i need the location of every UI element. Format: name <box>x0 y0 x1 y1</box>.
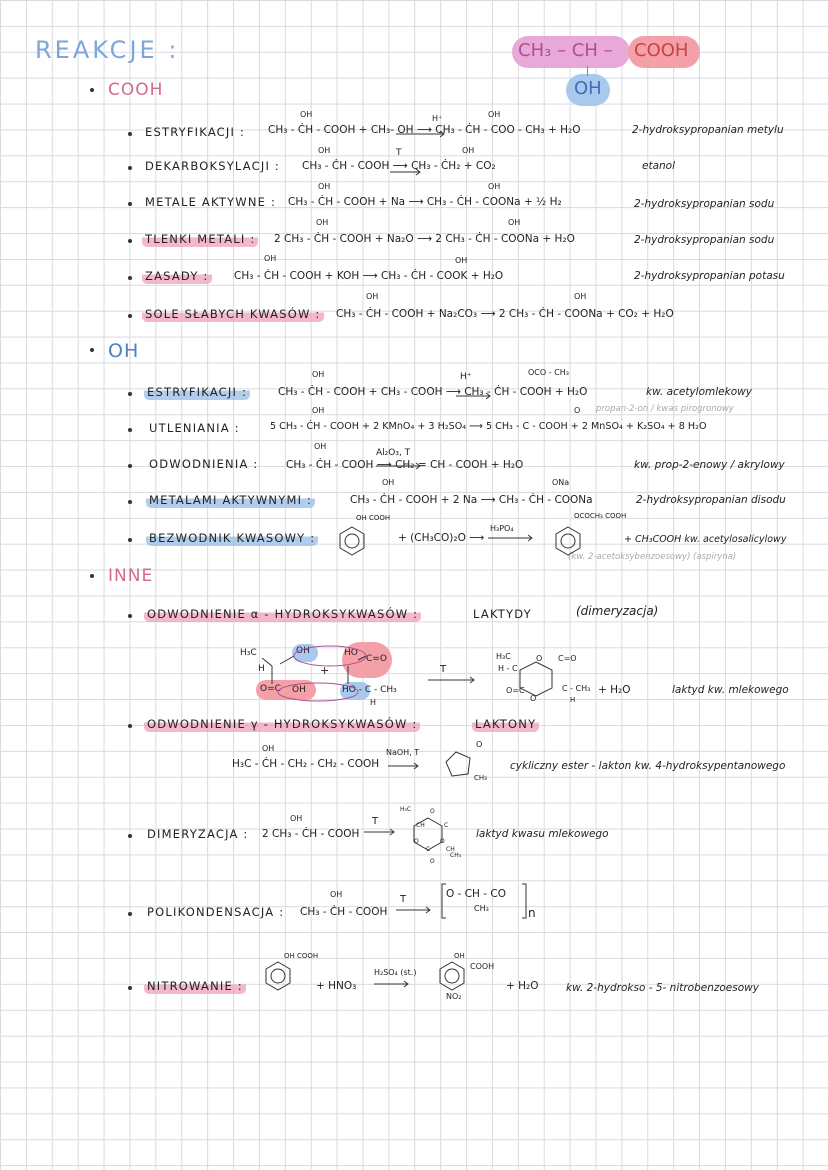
atom-label: CH₃ <box>450 852 462 859</box>
lactone-ring <box>446 752 470 776</box>
substituent: OH <box>508 218 521 227</box>
plus-sign: + <box>320 664 330 677</box>
reaction-label: DEKARBOKSYLACJI : <box>145 159 281 173</box>
reaction-equation: CH₃ - ĊH - COOH + CH₃ - COOH ⟶ CH₃ - ĊH - COOH + H₂O <box>278 386 588 398</box>
benzene-ring <box>440 962 464 990</box>
reaction-equation: CH₃ - ĊH - COOH ⟶ CH₃ - ĊH₂ + CO₂ <box>302 160 496 172</box>
atom-label: HO <box>344 648 358 658</box>
product-type: LAKTONY <box>472 716 539 732</box>
substituent: O <box>574 406 581 415</box>
bullet <box>128 986 132 990</box>
product-name: + CH₃COOH kw. acetylosalicylowy <box>624 534 787 545</box>
reaction-equation: CH₃ - ĊH - COOH ⟶ CH₂ = CH - COOH + H₂O <box>286 459 524 471</box>
atom-label: CH₃ <box>474 774 487 782</box>
reaction-equation: H₃C - ĊH - CH₂ - CH₂ - COOH <box>232 758 380 770</box>
product-type: LAKTYDY <box>473 607 532 621</box>
bullet <box>128 464 132 468</box>
substituent: OH <box>314 442 327 451</box>
reaction-condition: Al₂O₃, T <box>376 448 411 458</box>
product-name: kw. acetylomlekowy <box>646 386 752 398</box>
atom-label: C - CH₃ <box>562 684 591 693</box>
substituent: OH <box>318 146 331 155</box>
substituent: OH <box>312 370 325 379</box>
reaction-equation: 2 CH₃ - ĊH - COOH <box>262 828 360 840</box>
atom-label: O <box>536 654 543 663</box>
product-name: 2-hydroksypropanian potasu <box>634 270 785 282</box>
product-name: laktyd kwasu mlekowego <box>476 828 609 840</box>
reaction-condition: H₂SO₄ (st.) <box>374 968 417 977</box>
substituent: OH <box>264 254 277 263</box>
substituent: OH <box>488 182 501 191</box>
bullet <box>128 538 132 542</box>
atom-label: H - C <box>498 664 518 673</box>
benzene-ring <box>266 962 290 990</box>
substituent: OH COOH <box>356 514 391 522</box>
reaction-equation: CH₃ - ĊH - COOH + CH₃- OH ⟶ CH₃ - ĊH - COO - CH₃ + H₂O <box>268 124 581 136</box>
product-name: kw. prop-2-enowy / akrylowy <box>634 459 785 471</box>
atom-label: O <box>530 694 537 703</box>
bond-line <box>587 66 588 76</box>
bullet <box>128 166 132 170</box>
header-formula-cooh: COOH <box>634 40 689 61</box>
subscript-n: n <box>528 906 536 920</box>
product-name: laktyd kw. mlekowego <box>672 684 789 696</box>
atom-label: CH <box>446 846 455 853</box>
page-title: REAKCJE : <box>35 36 180 64</box>
substituent: OH <box>290 814 303 823</box>
substituent: OCO - CH₃ <box>528 368 569 377</box>
reaction-condition: H⁺ <box>432 114 443 123</box>
reaction-label: TLENKI METALI : <box>142 231 258 247</box>
section-title-oh: OH <box>108 340 140 362</box>
product-name: kw. 2-hydrokso - 5- nitrobenzoesowy <box>566 982 759 994</box>
reaction-equation: 2 CH₃ - ĊH - COOH + Na₂O ⟶ 2 CH₃ - ĊH - COONa + H₂O <box>274 233 575 245</box>
reaction-label: BEZWODNIK KWASOWY : <box>146 530 318 546</box>
benzene-ring <box>340 527 364 555</box>
reaction-label: ODWODNIENIE γ - HYDROKSYKWASÓW : <box>144 716 420 732</box>
substituent: OH COOH <box>284 952 319 960</box>
atom-label: OH <box>292 685 306 695</box>
reaction-equation: CH₃ - ĊH - COOH <box>300 906 388 918</box>
substituent: OH <box>462 146 475 155</box>
substituent: NO₂ <box>446 992 462 1001</box>
reagent: + HNO₃ <box>316 980 357 992</box>
bullet <box>90 88 94 92</box>
product-name: 2-hydroksypropanian metylu <box>632 124 784 136</box>
substituent: OH <box>312 406 325 415</box>
polymer-unit: O - CH - CO <box>446 888 507 900</box>
reaction-equation: + (CH₃CO)₂O ⟶ <box>398 532 485 544</box>
atom-label: H <box>258 664 265 674</box>
reaction-condition: H₃PO₄ <box>490 524 514 533</box>
atom-label: HO - C - CH₃ <box>342 685 397 695</box>
bullet <box>128 314 132 318</box>
note: (dimeryzacja) <box>576 604 659 618</box>
atom-label: H <box>570 696 576 704</box>
bullet <box>128 132 132 136</box>
bullet <box>128 276 132 280</box>
product-name: cykliczny ester - lakton kw. 4-hydroksypentanowego <box>510 760 786 772</box>
reaction-equation: 5 CH₃ - ĊH - COOH + 2 KMnO₄ + 3 H₂SO₄ ⟶ 5 CH₃ - C - COOH + 2 MnSO₄ + K₂SO₄ + 8 H₂O <box>270 421 707 432</box>
reaction-label: ESTRYFIKACJI : <box>145 125 246 139</box>
substituent: OH <box>488 110 501 119</box>
byproduct: + H₂O <box>506 980 539 992</box>
substituent: OH <box>455 256 468 265</box>
reaction-label: DIMERYZACJA : <box>147 827 249 841</box>
atom-label: O <box>430 808 435 815</box>
reaction-equation: CH₃ - ĊH - COOH + KOH ⟶ CH₃ - ĊH - COOK + H₂O <box>234 270 504 282</box>
reaction-equation: CH₃ - ĊH - COOH + 2 Na ⟶ CH₃ - ĊH - COONa <box>350 494 593 506</box>
benzene-ring <box>556 527 580 555</box>
atom-label: OH <box>296 646 310 656</box>
reaction-condition: T <box>372 816 379 827</box>
atom-label: C=O <box>366 654 387 664</box>
substituent: OH <box>262 744 275 753</box>
reaction-condition: H⁺ <box>460 372 472 382</box>
benzene-ring-inner <box>345 534 359 548</box>
bullet <box>128 428 132 432</box>
reaction-label: ODWODNIENIA : <box>149 457 259 471</box>
benzene-ring-inner <box>561 534 575 548</box>
reaction-condition: T <box>400 894 407 905</box>
product-name: 2-hydroksypropanian disodu <box>636 494 786 506</box>
header-formula-oh: OH <box>574 78 602 99</box>
reaction-arrow <box>364 829 394 835</box>
reaction-label: METALAMI AKTYWNYMI : <box>146 492 315 508</box>
reaction-condition: T <box>440 664 447 675</box>
substituent: OH <box>330 890 343 899</box>
header-formula-chain: CH₃ – CH – <box>518 40 613 61</box>
atom-label: CH <box>416 822 425 829</box>
reaction-arrow <box>396 907 430 913</box>
section-title-inne: INNE <box>108 566 154 586</box>
substituent: OH <box>382 478 395 487</box>
substituent: OH <box>574 292 587 301</box>
reaction-label: ESTRYFIKACJI : <box>144 384 250 400</box>
side-note: propan-2-on / kwas pirogronowy <box>596 404 734 414</box>
benzene-ring-inner <box>445 969 459 983</box>
atom-label: O=C <box>506 686 525 695</box>
section-title-cooh: COOH <box>108 80 164 100</box>
reaction-label: SOLE SŁABYCH KWASÓW : <box>142 306 324 322</box>
side-note: (kw. 2-acetoksybenzoesowy) (aspiryna) <box>568 552 737 562</box>
atom-label: H₃C <box>400 806 412 813</box>
bullet <box>90 348 94 352</box>
substituent: OH <box>300 110 313 119</box>
atom-label: H₃C <box>240 648 257 658</box>
reaction-label: ZASADY : <box>142 268 212 284</box>
reaction-label: ODWODNIENIE α - HYDROKSYKWASÓW : <box>144 606 421 622</box>
reaction-condition: NaOH, T <box>386 748 420 757</box>
bullet <box>128 392 132 396</box>
bullet <box>128 834 132 838</box>
substituent: COOH <box>470 962 495 971</box>
product-name: 2-hydroksypropanian sodu <box>634 234 775 246</box>
reaction-label: NITROWANIE : <box>144 978 246 994</box>
byproduct: + H₂O <box>598 684 631 696</box>
atom-label: H₃C <box>496 652 511 661</box>
bullet <box>128 912 132 916</box>
substituent: OH <box>318 182 331 191</box>
substituent: OH <box>454 952 465 960</box>
reaction-arrow <box>488 535 532 541</box>
reaction-label: POLIKONDENSACJA : <box>147 905 285 919</box>
atom-label: O <box>414 838 419 845</box>
bullet <box>128 202 132 206</box>
reaction-arrow <box>388 763 418 769</box>
product-name: 2-hydroksypropanian sodu <box>634 198 775 210</box>
bullet <box>128 500 132 504</box>
reaction-label: UTLENIANIA : <box>149 421 240 435</box>
reaction-condition: T <box>396 148 402 158</box>
reaction-arrow <box>374 981 408 987</box>
atom-label: C=O <box>558 654 577 663</box>
bullet <box>128 614 132 618</box>
atom-label: C <box>444 822 449 829</box>
substituent: CH₃ <box>474 904 489 913</box>
atom-label: C <box>426 846 431 853</box>
substituent: OH <box>366 292 379 301</box>
bullet <box>128 724 132 728</box>
product-name: etanol <box>642 160 676 172</box>
reaction-equation: CH₃ - ĊH - COOH + Na₂CO₃ ⟶ 2 CH₃ - ĊH - COONa + CO₂ + H₂O <box>336 308 674 320</box>
atom-label: O <box>440 838 445 845</box>
reaction-equation: CH₃ - ĊH - COOH + Na ⟶ CH₃ - ĊH - COONa + ½ H₂ <box>288 196 562 208</box>
substituent: OH <box>316 218 329 227</box>
atom-label: H <box>370 698 377 707</box>
benzene-ring-inner <box>271 969 285 983</box>
substituent: ONa <box>552 478 570 487</box>
bullet <box>90 574 94 578</box>
substituent: OCOCH₃ COOH <box>574 512 627 520</box>
atom-label: O <box>476 740 483 749</box>
atom-label: O=C <box>260 684 281 694</box>
bullet <box>128 239 132 243</box>
atom-label: O <box>430 858 435 865</box>
reaction-arrow <box>428 677 474 683</box>
reaction-label: METALE AKTYWNE : <box>145 195 277 209</box>
